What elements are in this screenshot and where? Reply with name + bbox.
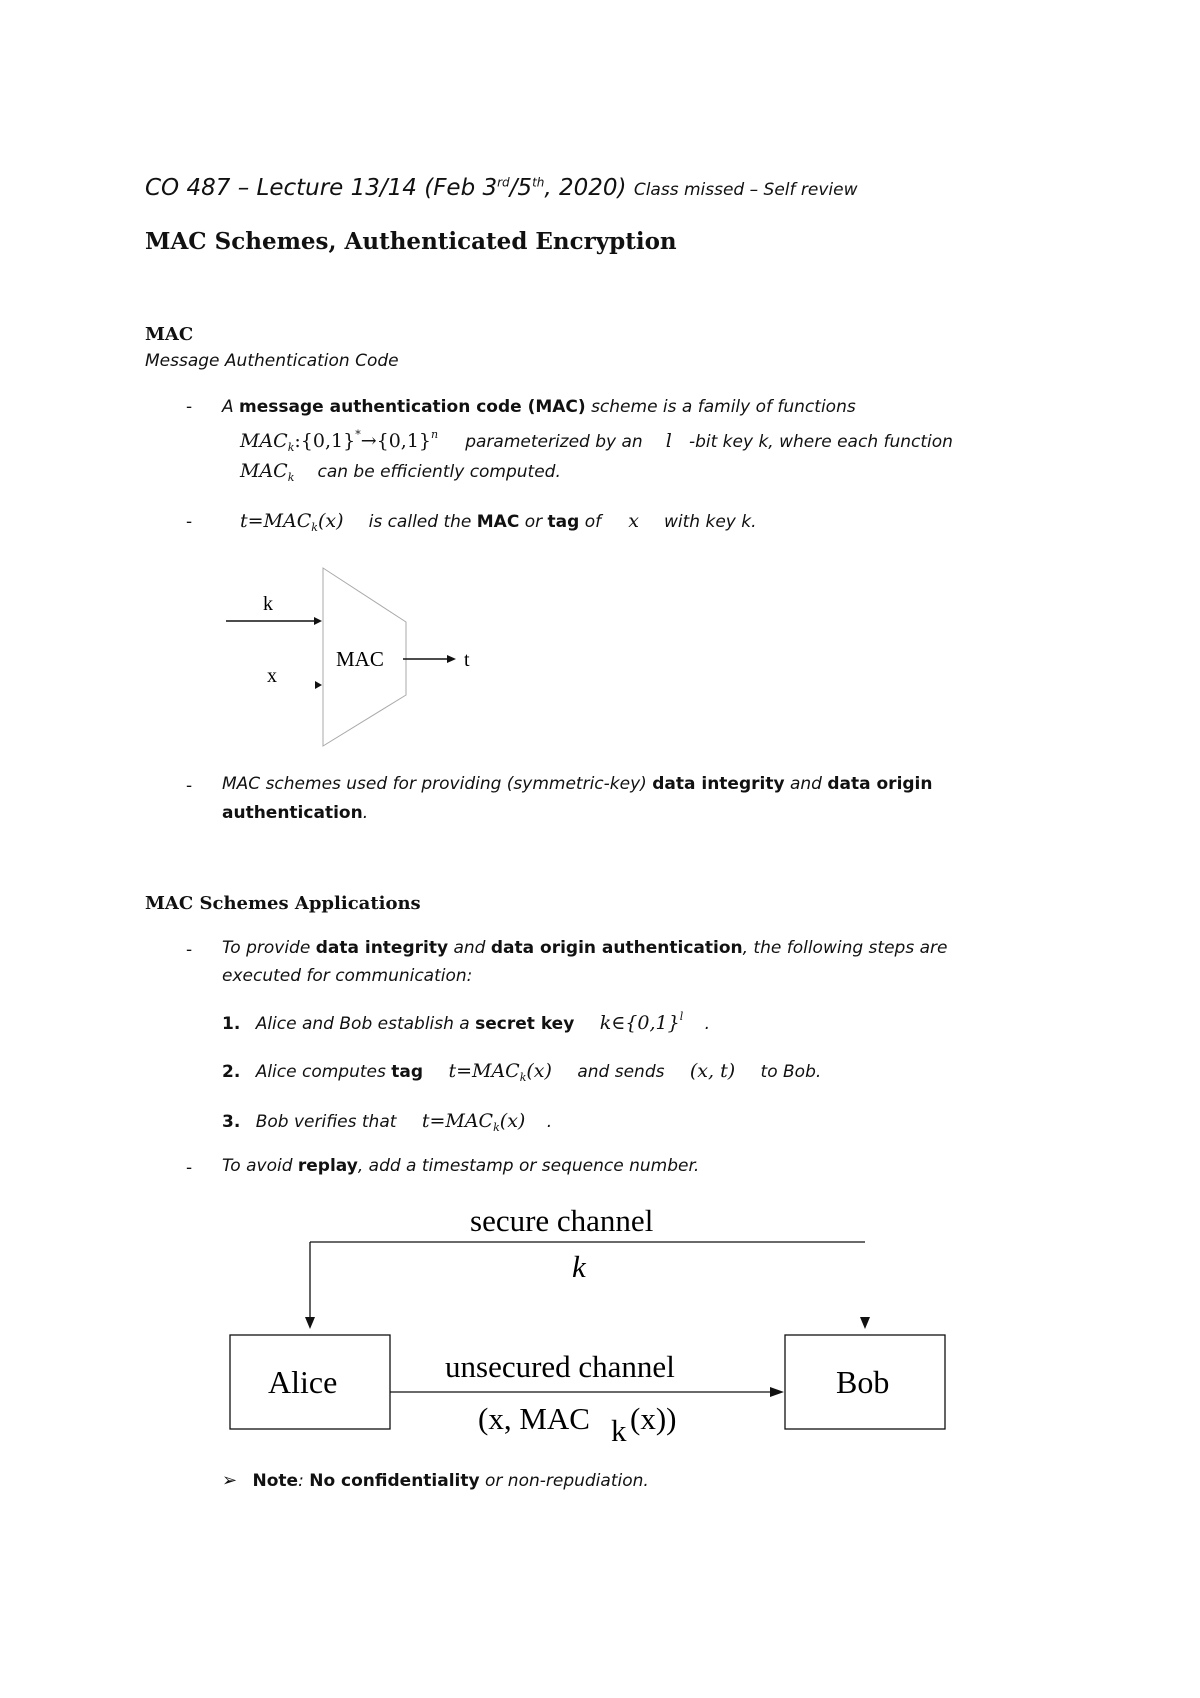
- channel-diagram: [220, 1195, 960, 1455]
- mac-def-line3: [240, 460, 561, 484]
- secure-channel-label: secure channel: [470, 1203, 654, 1238]
- lecture-year: , 2020): [544, 175, 627, 201]
- bold-term: No confidentiality: [309, 1471, 480, 1491]
- text: can be efficiently computed.: [317, 462, 561, 482]
- mac-purpose-line2: [222, 803, 368, 823]
- x-arrowhead: [315, 681, 322, 689]
- sup-rd: rd: [497, 175, 510, 190]
- unsecured-channel-label: unsecured channel: [445, 1349, 675, 1384]
- text: To provide: [222, 938, 316, 958]
- text: Bob verifies that: [255, 1112, 397, 1132]
- alice-arrowhead: [305, 1317, 315, 1329]
- course-code: CO 487: [145, 175, 231, 201]
- apps-intro-line2: executed for communication:: [222, 966, 473, 986]
- text: with key k.: [664, 512, 757, 532]
- formula: t=MAC: [421, 1110, 494, 1132]
- step-3: [222, 1110, 552, 1134]
- bullet-marker: -: [186, 397, 193, 417]
- text: Alice computes: [255, 1062, 392, 1082]
- formula: (x): [499, 1110, 526, 1132]
- bold-term: tag: [391, 1062, 424, 1082]
- text: and: [448, 938, 491, 958]
- bullet-marker: -: [186, 776, 193, 796]
- formula-sup: *: [355, 428, 361, 441]
- mac-def-line1: [222, 397, 856, 417]
- apps-intro-line1: [222, 938, 947, 958]
- text: , add a timestamp or sequence number.: [357, 1156, 700, 1176]
- text: of: [579, 512, 602, 532]
- k-label: k: [263, 593, 273, 615]
- t-label: t: [464, 649, 470, 671]
- text: -bit key k, where each function: [688, 432, 953, 452]
- mac-box-label: MAC: [336, 647, 384, 671]
- text: to Bob.: [760, 1062, 822, 1082]
- lecture-header: [145, 175, 857, 201]
- lecture-slash: /5: [509, 175, 533, 201]
- message-label-post: (x)): [630, 1401, 677, 1436]
- text: or: [519, 512, 548, 532]
- text: or non-repudiation.: [479, 1471, 649, 1491]
- bold-term: MAC: [476, 512, 520, 532]
- message-label-sub: k: [611, 1413, 627, 1448]
- alice-label: Alice: [268, 1364, 338, 1400]
- bold-term: authentication: [222, 803, 363, 823]
- sup-th: th: [532, 175, 545, 190]
- formula: x: [628, 510, 639, 532]
- formula: MAC: [240, 430, 288, 452]
- text: .: [704, 1014, 711, 1034]
- formula: t=MAC: [240, 510, 312, 532]
- bold-term: secret key: [475, 1014, 575, 1034]
- text: is called the: [368, 512, 477, 532]
- tag-definition: [240, 510, 757, 534]
- formula: (x): [317, 510, 344, 532]
- bold-term: tag: [547, 512, 580, 532]
- text: .: [362, 803, 369, 823]
- text: Alice and Bob establish a: [255, 1014, 476, 1034]
- mac-def-line2: [240, 428, 953, 454]
- mac-subheading: Message Authentication Code: [145, 351, 399, 371]
- unsecured-arrowhead: [770, 1387, 784, 1397]
- formula-sub: k: [519, 1071, 527, 1084]
- text: and: [784, 774, 828, 794]
- step-2: [222, 1060, 821, 1084]
- x-label: x: [267, 665, 277, 687]
- text: , the following steps are: [742, 938, 948, 958]
- formula: :{0,1}: [294, 430, 356, 452]
- formula-sup: n: [431, 428, 439, 441]
- formula: →{0,1}: [360, 430, 432, 452]
- key-label: k: [572, 1249, 586, 1284]
- text: To avoid: [222, 1156, 298, 1176]
- t-arrowhead: [447, 655, 456, 663]
- apps-heading: MAC Schemes Applications: [145, 893, 421, 914]
- bold-term: data integrity: [315, 938, 449, 958]
- bold-term: Note: [252, 1471, 299, 1491]
- formula-sup: l: [679, 1010, 684, 1023]
- formula-sub: k: [493, 1121, 500, 1134]
- text: and sends: [577, 1062, 665, 1082]
- formula: MAC: [240, 460, 288, 482]
- formula-sub: k: [311, 521, 318, 534]
- bob-label: Bob: [836, 1364, 890, 1400]
- formula: (x, t): [689, 1060, 736, 1082]
- text: .: [546, 1112, 553, 1132]
- text: A: [222, 397, 240, 417]
- dash: –: [237, 175, 250, 201]
- bold-term: message authentication code (MAC): [239, 397, 586, 417]
- replay-note: [222, 1156, 699, 1176]
- message-label-pre: (x, MAC: [478, 1401, 590, 1436]
- page-title: MAC Schemes, Authenticated Encryption: [145, 228, 677, 255]
- formula: t=MAC: [448, 1060, 520, 1082]
- bullet-marker: -: [186, 1158, 193, 1178]
- class-note: Class missed – Self review: [633, 180, 858, 200]
- mac-diagram: [220, 560, 490, 750]
- step-number: 3.: [222, 1112, 241, 1132]
- formula: l: [665, 430, 672, 452]
- formula-sub: k: [287, 471, 295, 484]
- lecture-label: Lecture 13/14 (Feb 3: [256, 175, 498, 201]
- text: :: [298, 1471, 304, 1491]
- mac-heading: MAC: [145, 324, 194, 345]
- bullet-marker: -: [186, 940, 193, 960]
- bold-term: replay: [297, 1156, 358, 1176]
- formula-sub: k: [287, 441, 295, 454]
- arrow-bullet-icon: ➢: [222, 1470, 238, 1491]
- bold-term: data origin: [827, 774, 933, 794]
- bold-term: data integrity: [652, 774, 785, 794]
- formula: k∈{0,1}: [599, 1012, 680, 1034]
- k-arrowhead: [314, 617, 322, 625]
- bold-term: data origin authentication: [490, 938, 743, 958]
- mac-purpose-line1: [222, 774, 933, 794]
- confidentiality-note: [222, 1470, 649, 1491]
- text: scheme is a family of functions: [585, 397, 856, 417]
- bullet-marker: -: [186, 512, 193, 532]
- text: MAC schemes used for providing (symmetric-key): [222, 774, 653, 794]
- step-1: [222, 1010, 710, 1034]
- step-number: 1.: [222, 1014, 241, 1034]
- step-number: 2.: [222, 1062, 241, 1082]
- bob-arrowhead: [860, 1317, 870, 1329]
- formula: (x): [526, 1060, 552, 1082]
- text: parameterized by an: [465, 432, 643, 452]
